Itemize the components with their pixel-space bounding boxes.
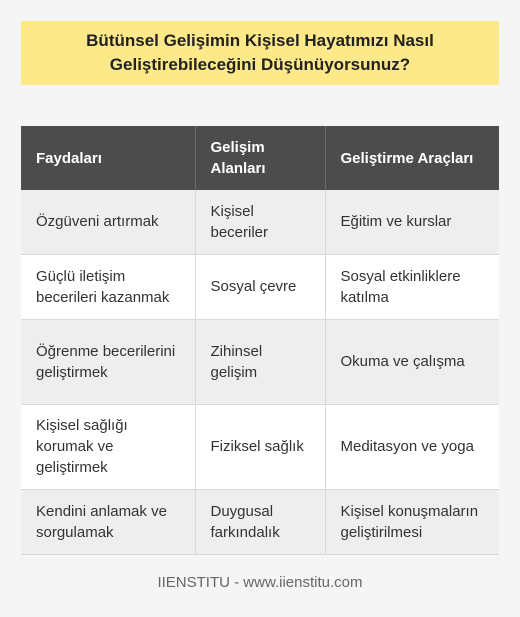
title-banner (21, 21, 499, 85)
benefit-cell: Güçlü iletişim becerileri kazanmak (21, 254, 195, 319)
table-row (21, 489, 499, 554)
header-development-tools: Geliştirme Araçları (325, 126, 499, 190)
area-cell: Duygusal farkındalık (195, 489, 325, 554)
benefit-cell: Kendini anlamak ve sorgulamak (21, 489, 195, 554)
benefit-cell: Özgüveni artırmak (21, 190, 195, 254)
area-cell: Zihinsel gelişim (195, 319, 325, 404)
header-development-areas: Gelişim Alanları (195, 126, 325, 190)
table-row (21, 319, 499, 404)
tool-cell: Kişisel konuşmaların geliştirilmesi (325, 489, 499, 554)
page-title-line-2: Geliştirebileceğini Düşünüyorsunuz? (109, 55, 411, 74)
table-header-row (21, 126, 499, 190)
table-row (21, 190, 499, 254)
area-cell: Fiziksel sağlık (195, 404, 325, 489)
page-title (86, 29, 434, 77)
page-title-line-1: Bütünsel Gelişimin Kişisel Hayatımızı Nasıl (86, 31, 434, 50)
development-table (21, 126, 499, 555)
area-cell: Sosyal çevre (195, 254, 325, 319)
benefit-cell: Kişisel sağlığı korumak ve geliştirmek (21, 404, 195, 489)
area-cell: Kişisel beceriler (195, 190, 325, 254)
benefit-cell: Öğrenme becerilerini geliştirmek (21, 319, 195, 404)
header-benefits: Faydaları (21, 126, 195, 190)
footer-credit: IIENSTITU - www.iienstitu.com (157, 574, 363, 591)
tool-cell: Sosyal etkinliklere katılma (325, 254, 499, 319)
tool-cell: Okuma ve çalışma (325, 319, 499, 404)
tool-cell: Meditasyon ve yoga (325, 404, 499, 489)
tool-cell: Eğitim ve kurslar (325, 190, 499, 254)
table-row (21, 254, 499, 319)
table-row (21, 404, 499, 489)
